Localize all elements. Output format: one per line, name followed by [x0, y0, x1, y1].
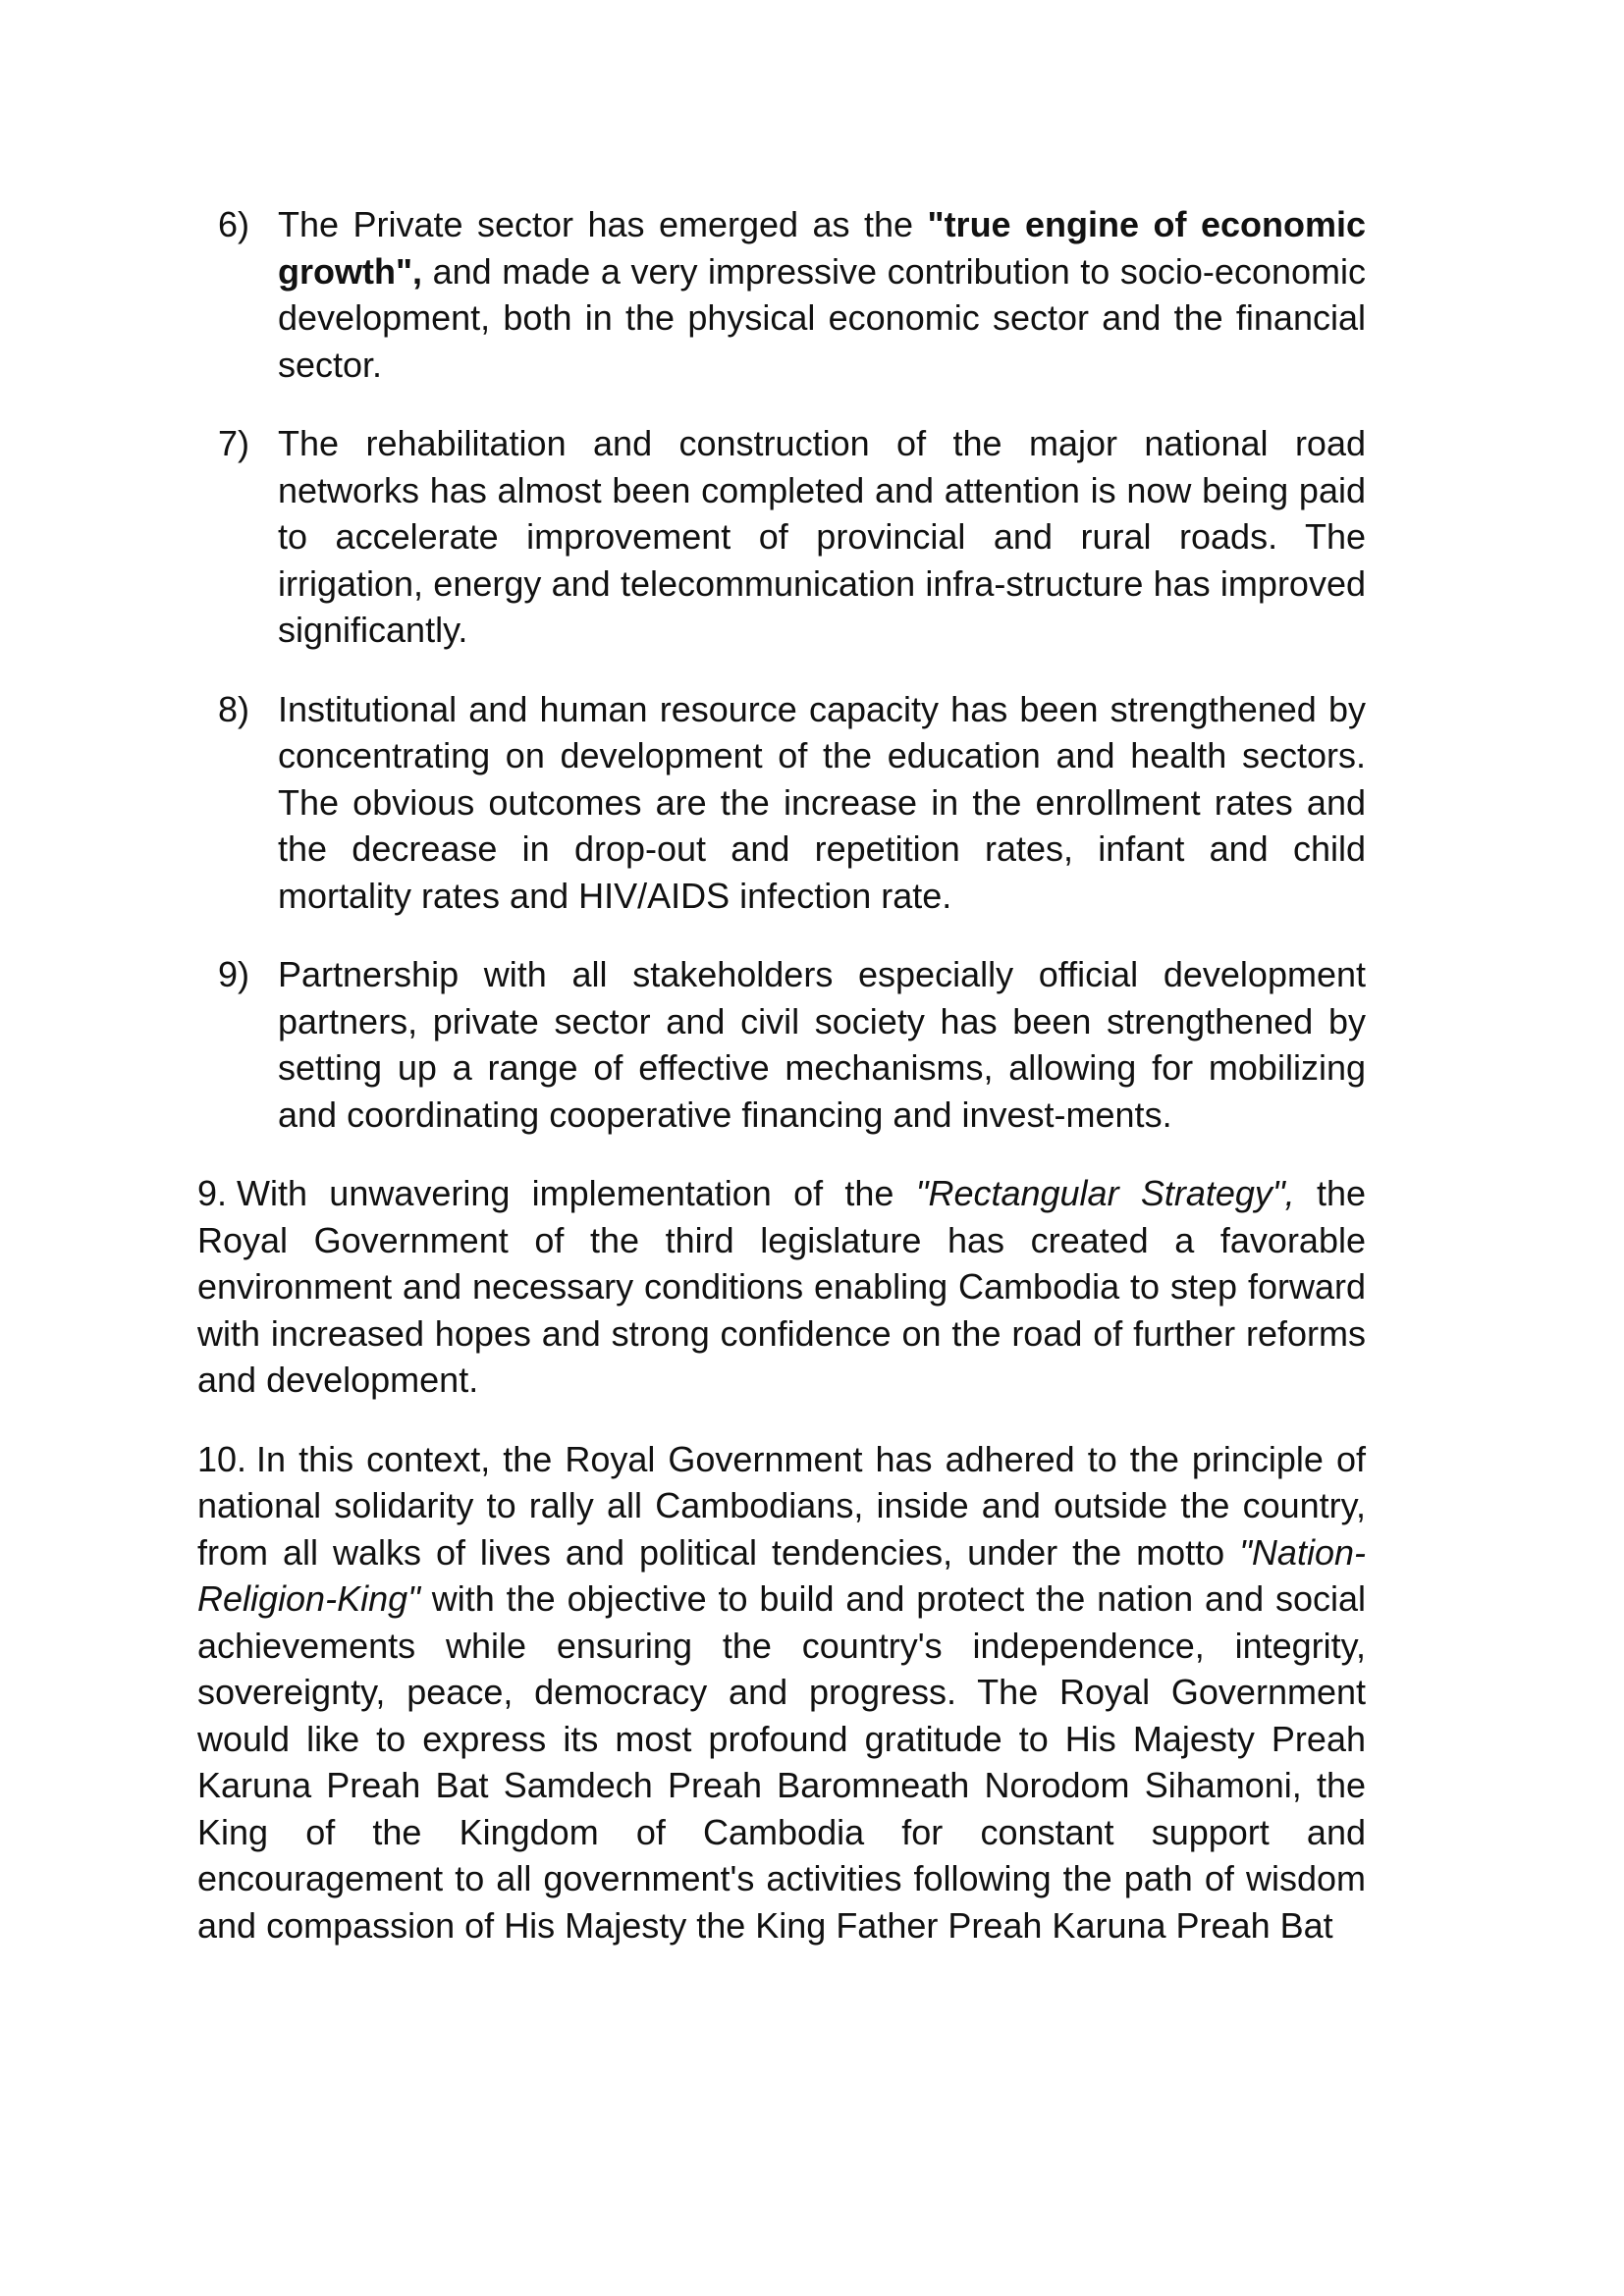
list-item-6 [197, 201, 1366, 388]
list-item-bold-text: "true engine of economic growth", [278, 204, 1366, 292]
list-item-number: 6) [218, 204, 250, 244]
list-item-8 [197, 686, 1366, 920]
paragraph-text: With unwavering implementation of the [237, 1173, 916, 1213]
list-item-number: 9) [218, 954, 250, 994]
list-item-7 [197, 420, 1366, 654]
paragraph-text-continued: with the objective to build and protect the nation and social achievements while ensuring the country's independence, integrity, sovereignty, peace, democracy and progress. The Royal Government would like to express its most profound gratitude to His Majesty Preah Karuna Preah Bat Samdech Preah Baromneath Norodom Sihamoni, the King of the Kingdom of Cambodia for constant support and encouragement to all government's activities following the path of wisdom and compassion of His Majesty the King Father Preah Karuna Preah Bat [197, 1578, 1366, 1946]
paragraph-italic-text: "Nation-Religion-King" [197, 1531, 1366, 1619]
list-item-text: Institutional and human resource capacity has been strengthened by concentrating on development of the education and health sectors. The obvious outcomes are the increase in the enrollment rates and the decrease in drop-out and repetition rates, infant and child mortality rates and HIV/AIDS infection rate. [278, 688, 1366, 916]
paragraph-number: 9. [197, 1173, 228, 1213]
list-item-text: Partnership with all stakeholders especially official development partners, private sector and civil society has been strengthened by setting up a range of effective mechanisms, allowing for mobilizing and coordinating cooperative financing and invest-ments. [278, 954, 1366, 1135]
list-item-9 [197, 951, 1366, 1138]
list-item-text: The Private sector has emerged as the [278, 204, 928, 244]
paragraph-10 [197, 1436, 1366, 1949]
paragraph-text: In this context, the Royal Government has adhered to the principle of national solidarity to rally all Cambodians, inside and outside the country, from all walks of lives and political tendencies, under the motto [197, 1438, 1366, 1573]
page-content [197, 201, 1366, 1981]
list-item-number: 8) [218, 688, 250, 729]
list-item-number: 7) [218, 423, 250, 463]
list-item-text: The rehabilitation and construction of the major national road networks has almost been completed and attention is now being paid to accelerate improvement of provincial and rural roads. The irrigation, energy and telecommunication infra-structure has improved significantly. [278, 423, 1366, 650]
paragraph-9 [197, 1170, 1366, 1404]
list-item-text-continued: and made a very impressive contribution to socio-economic development, both in the physical economic sector and the financial sector. [278, 250, 1366, 385]
paragraph-text-continued: the Royal Government of the third legislature has created a favorable environment and necessary conditions enabling Cambodia to step forward with increased hopes and strong confidence on the road of further reforms and development. [197, 1173, 1366, 1400]
paragraph-number: 10. [197, 1438, 247, 1479]
paragraph-italic-text: "Rectangular Strategy", [915, 1173, 1295, 1213]
